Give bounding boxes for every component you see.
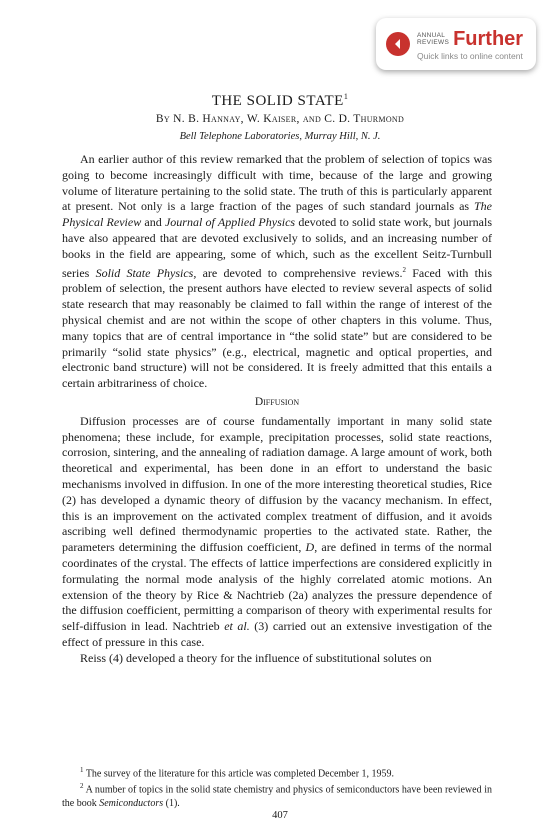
journal-physical-review: The Physical Review (62, 199, 492, 230)
diffusion-text-3: (3) carried out an extensive investigation of the effect of pressure in this case. (62, 619, 492, 649)
diffusion-paragraph-1 (62, 414, 492, 651)
badge-tagline: Quick links to online content (417, 50, 523, 61)
footnote-1 (62, 764, 492, 780)
article-affiliation: Bell Telephone Laboratories, Murray Hill, N. J. (179, 131, 381, 142)
symbol-d: D (305, 540, 315, 555)
article-byline: By N. B. Hannay, W. Kaiser, and C. D. Thurmond (155, 113, 405, 125)
annual-reviews-logo-icon (386, 32, 410, 56)
footnotes (62, 764, 492, 810)
article-title-text: THE SOLID STATE (211, 93, 344, 109)
footnote-2 (62, 780, 492, 809)
badge-further-word: Further (453, 27, 524, 50)
diffusion-text-1: Diffusion processes are of course fundamentally important in many solid state phenomena; these include, for example, precipitation processes, solid state reactions, corrosion, sintering, and the annealing of radiation damage. A large amount of work, both theoretical and experimental, has been done in an effort to understand the basic mechanisms involved in diffusion. In one of the more interesting theoretical studies, Rice (2) has developed a dynamic theory of diffusion by the vacancy mechanism. In effect, this is an improvement on the activated complex treatment of diffusion, and it avoids ascribing well defined thermodynamic properties to the activated state. Rather, the parameters determining the diffusion coefficient, (62, 413, 493, 555)
further-links-badge[interactable] (376, 18, 536, 70)
badge-text (417, 28, 523, 61)
article-title (0, 92, 560, 110)
footnote-1-text: The survey of the literature for this article was completed December 1, 1959. (83, 768, 395, 780)
page-number: 407 (272, 810, 288, 821)
series-solid-state-physics: Solid State Physics, (95, 265, 197, 280)
badge-brand-reviews: REVIEWS (417, 38, 450, 46)
book-semiconductors: Semiconductors (99, 797, 164, 809)
et-al: et al. (224, 619, 250, 634)
intro-text-2: and (141, 215, 165, 230)
journal-applied-physics: Journal of Applied Physics (164, 215, 296, 230)
footnote-2-mark: 2 (80, 782, 84, 791)
footnote-2-text: A number of topics in the solid state chemistry and physics of semiconductors have been reviewed in the book (62, 784, 492, 809)
diffusion-paragraph-2: Reiss (4) developed a theory for the influence of substitutional solutes on (80, 650, 432, 665)
footnote-1-mark: 1 (80, 766, 84, 774)
footnote-mark-2: 2 (402, 265, 406, 274)
article-body (62, 152, 492, 667)
intro-text-5: Faced with this problem of selection, the present authors have elected to review several aspects of solid state research that may reasonably be claimed to fall within the range of interest of the physical chemist and are not within the scope of other chapters in this volume. Thus, many topics that are of central importance in “the solid state” but are considered to be primarily “solid state physics” (e.g., electrical, magnetic and optical properties, and electronic band structure) will not be considered. It is freely admitted that this entails a certain arbitrariness of choice. (62, 265, 492, 391)
badge-brand-annual: ANNUAL (417, 31, 446, 39)
diffusion-text-2: , are defined in terms of the normal coordinates of the crystal. The effects of lattice imperfections are considered explicitly in formulating the normal mode analysis of the highly correlated atomic motions. An extension of the theory by Rice & Nachtrieb (2a) analyzes the pressure dependence of the diffusion coefficient, permitting a comparison of theory with experimental results for self-diffusion in lead. Nachtrieb (62, 540, 492, 634)
intro-text-3: devoted to solid state work, but journals have also appeared that are devoted exclusively to solids, and an increasing number of books in the field are appearing, some of which, such as the excellent Seitz-Turnbull series (62, 215, 492, 280)
footnote-2-ref: (1). (163, 797, 180, 809)
intro-text-1: An earlier author of this review remarked that the problem of selection of topics was going to become increasingly difficult with time, because of the large and growing volume of literature pertaining to the solid state. The truth of this is particularly apparent at present. Not only is a large fraction of the pages of such standard journals as (62, 152, 492, 214)
title-footnote-mark: 1 (343, 92, 349, 101)
section-heading-diffusion: Diffusion (254, 395, 300, 408)
intro-text-4: are devoted to comprehensive reviews. (196, 265, 403, 280)
intro-paragraph (62, 152, 492, 392)
